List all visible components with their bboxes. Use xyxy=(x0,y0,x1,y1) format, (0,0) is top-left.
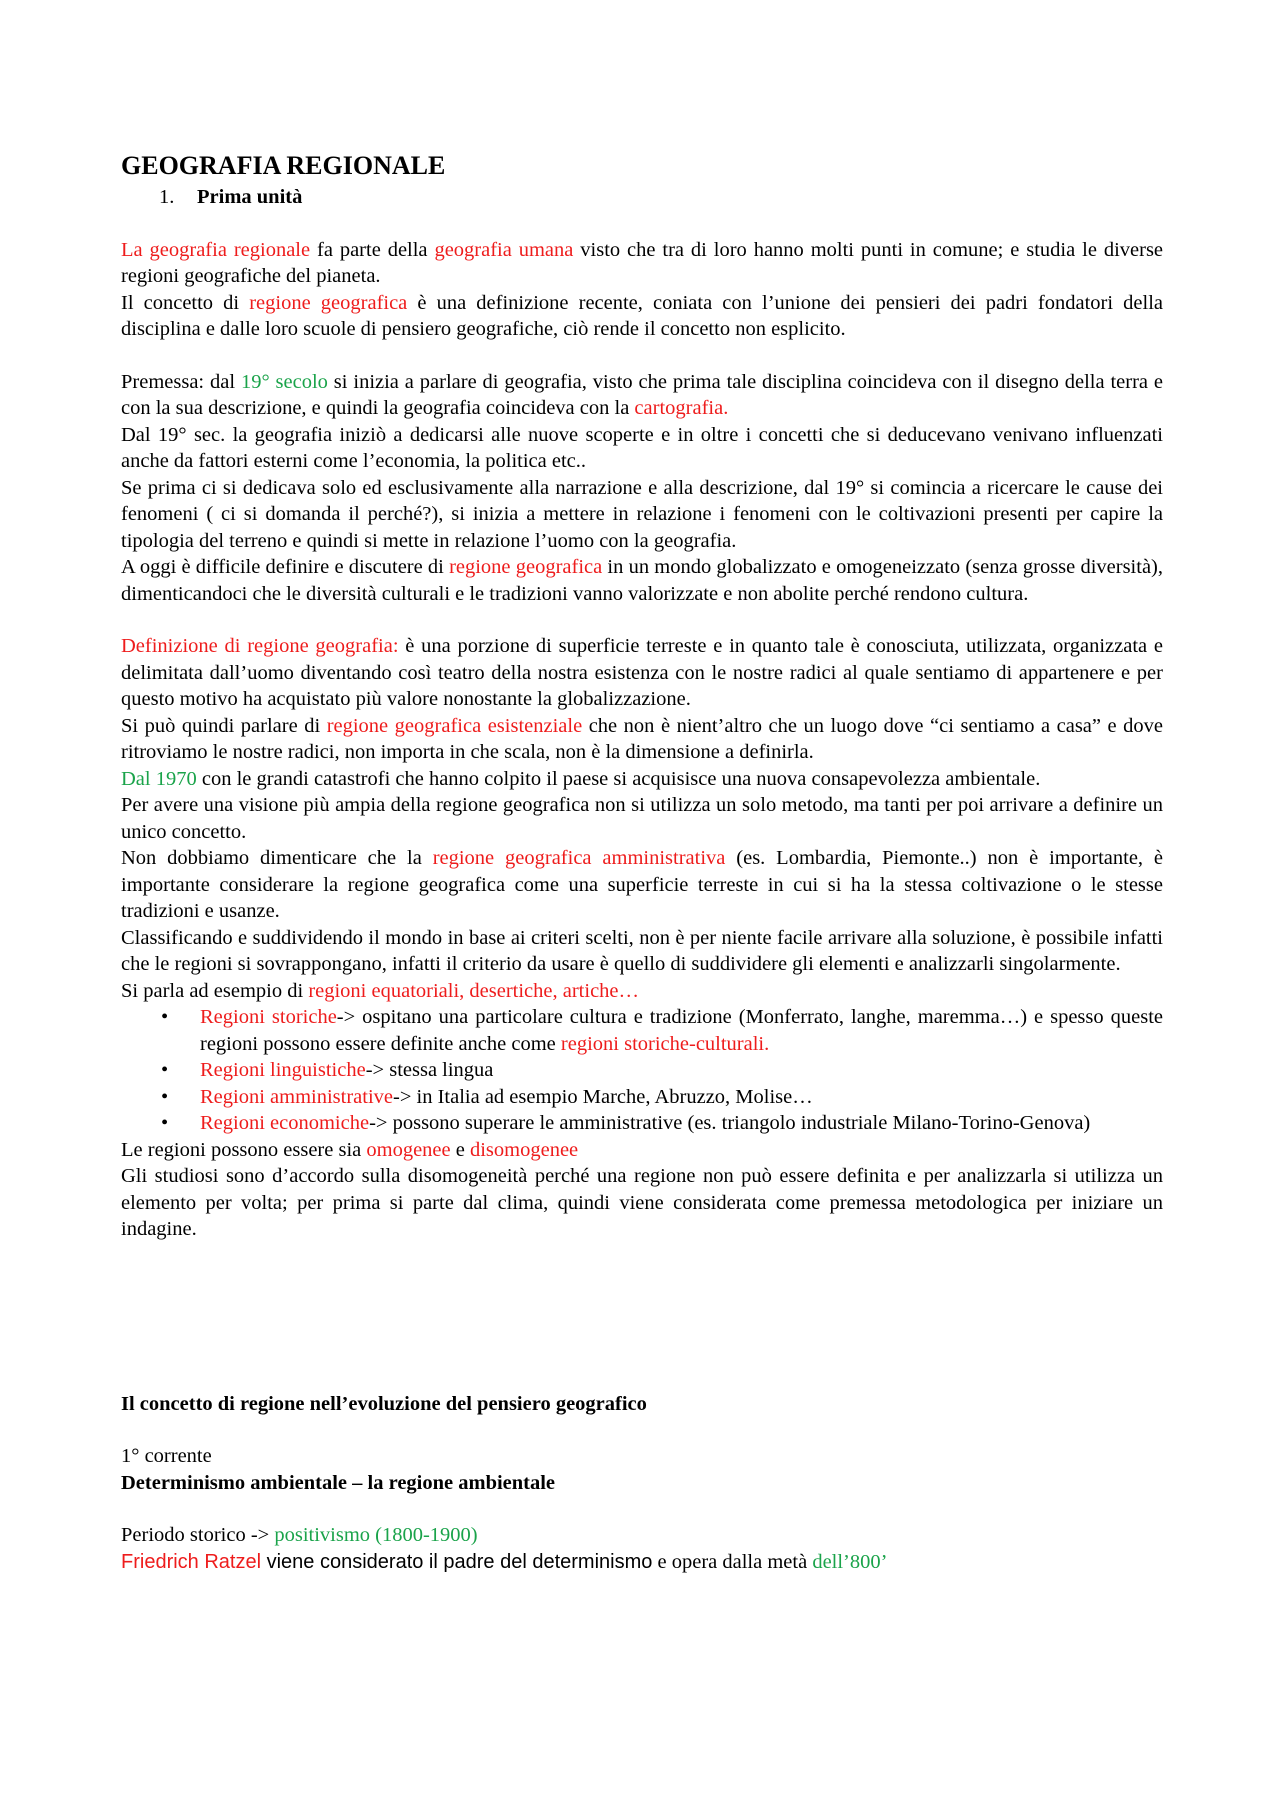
corrente-label: 1° corrente xyxy=(121,1445,212,1467)
list-item: • Regioni linguistiche-> stessa lingua xyxy=(121,1057,1163,1084)
date-19-secolo: 19° secolo xyxy=(240,370,328,393)
term-disomogenee: disomogenee xyxy=(469,1138,579,1161)
paragraph-7: Definizione di regione geografia: è una porzione di superficie terreste e in quanto tale è conosciuta, utilizzata, organizzata e delimitata dall’uomo diventando così teatro della nostra esistenza con le nostre radici al quale sentiamo di appartenere e per questo motivo ha acquistato più valore nonostante la globalizzazione. xyxy=(121,635,1163,710)
paragraph-6: A oggi è difficile definire e discutere di regione geografica in un mondo globalizzato e omogeneizzato (senza grosse diversità), dimenticandoci che le diversità culturali e le tradizioni vanno valorizzate e non abolite perché rendono cultura. xyxy=(121,556,1163,605)
term-regione-esistenziale: regione geografica esistenziale xyxy=(326,714,583,737)
paragraph-10: Per avere una visione più ampia della regione geografica non si utilizza un solo metodo, ma tanti per poi arrivare a definire un unico concetto. xyxy=(121,794,1163,843)
bullet-icon: • xyxy=(161,1006,169,1028)
term-cartografia: cartografia. xyxy=(634,397,729,419)
paragraph-11: Non dobbiamo dimenticare che la regione geografica amministrativa (es. Lombardia, Piemonte..) non è importante, è importante considerare la regione geografica come una superficie terreste in cui si ha la stessa coltivazione o le stesse tradizioni e usanze. xyxy=(121,847,1164,922)
paragraph-1: La geografia regionale fa parte della geografia umana visto che tra di loro hanno molti punti in comune; e studia le diverse regioni geografiche del pianeta. xyxy=(121,238,1164,287)
paragraph-12: Classificando e suddividendo il mondo in base ai criteri scelti, non è per niente facile arrivare alla soluzione, è possibile infatti che le regioni si sovrappongano, infatti il criterio da usare è quello di suddividere gli elementi e analizzarli singolarmente. xyxy=(121,926,1163,975)
unit-number: 1. xyxy=(159,186,175,208)
paragraph-14: Le regioni possono essere sia omogenee e disomogenee xyxy=(121,1138,579,1161)
date-800: dell’800’ xyxy=(812,1550,888,1573)
term-regione-amministrativa: regione geografica amministrativa xyxy=(432,847,726,869)
list-item: • Regioni storiche-> ospitano una particolare cultura e tradizione (Monferrato, langhe, maremma…) e spesso queste regioni possono essere definite anche come regioni storiche-culturali. xyxy=(161,1006,1163,1055)
paragraph-5: Se prima ci si dedicava solo ed esclusivamente alla narrazione e alla descrizione, dal 19° si comincia a ricercare le cause dei fenomeni ( ci si domanda il perché?), si inizia a mettere in relazione i fenomeni con le coltivazioni presenti per capire la tipologia del terreno e quindi si mette in relazione l’uomo con la geografia. xyxy=(121,476,1163,552)
term-omogenee: omogenee xyxy=(366,1138,451,1161)
page-title: GEOGRAFIA REGIONALE xyxy=(121,151,446,180)
term-geografia-umana: geografia umana xyxy=(434,238,574,261)
bullet-icon: • xyxy=(161,1059,169,1081)
paragraph-8: Si può quindi parlare di regione geografica esistenziale che non è nient’altro che un luogo dove “ci sentiamo a casa” e dove ritroviamo le nostre radici, non importa in che scala, non è la dimensione a definirla. xyxy=(121,714,1163,763)
term-geografia-regionale: La geografia regionale xyxy=(121,238,311,261)
unit-label: Prima unità xyxy=(197,186,303,208)
section-heading: Il concetto di regione nell’evoluzione del pensiero geografico xyxy=(121,1392,647,1415)
date-positivismo: positivismo (1800-1900) xyxy=(274,1524,478,1546)
person-ratzel: Friedrich Ratzel xyxy=(121,1550,262,1573)
regions-list xyxy=(121,1004,1163,1137)
paragraph-4: Dal 19° sec. la geografia iniziò a dedicarsi alle nuove scoperte e in oltre i concetti che si deducevano venivano influenzati anche da fattori esterni come l’economia, la politica etc.. xyxy=(121,423,1163,472)
term-regioni-esempi: regioni equatoriali, desertiche, artiche… xyxy=(308,979,640,1002)
bullet-icon: • xyxy=(161,1085,169,1108)
section-subheading: Determinismo ambientale – la regione ambientale xyxy=(121,1471,556,1494)
ratzel-line: Friedrich Ratzel viene considerato il padre del determinismo e opera dalla metà dell’800’ xyxy=(121,1550,888,1573)
paragraph-13: Si parla ad esempio di regioni equatoriali, desertiche, artiche… xyxy=(121,979,640,1002)
paragraph-9: Dal 1970 con le grandi catastrofi che hanno colpito il paese si acquisisce una nuova consapevolezza ambientale. xyxy=(121,767,1041,790)
periodo-line: Periodo storico -> positivismo (1800-1900) xyxy=(121,1524,478,1546)
unit-heading xyxy=(159,184,1163,211)
list-item: • Regioni economiche-> possono superare le amministrative (es. triangolo industriale Milano-Torino-Genova) xyxy=(121,1110,1163,1137)
document-body xyxy=(121,150,1163,1575)
term-regione-geografica: regione geografica xyxy=(449,556,603,578)
bullet-icon: • xyxy=(161,1112,169,1134)
term-definizione: Definizione di regione geografia: xyxy=(121,635,399,657)
paragraph-3: Premessa: dal 19° secolo si inizia a parlare di geografia, visto che prima tale disciplina coincideva con il disegno della terra e con la sua descrizione, e quindi la geografia coincideva con la cartografia. xyxy=(121,370,1164,419)
paragraph-15: Gli studiosi sono d’accordo sulla disomogeneità perché una regione non può essere definita e per analizzarla si utilizza un elemento per volta; per prima si parte dal clima, quindi viene considerata come premessa metodologica per iniziare un indagine. xyxy=(121,1165,1163,1240)
paragraph-2: Il concetto di regione geografica è una definizione recente, coniata con l’unione dei pensieri dei padri fondatori della disciplina e dalle loro scuole di pensiero geografiche, ciò rende il concetto non esplicito. xyxy=(121,291,1164,340)
term-regione-geografica: regione geografica xyxy=(249,291,408,314)
date-1970: Dal 1970 xyxy=(121,767,197,790)
list-item: • Regioni amministrative-> in Italia ad esempio Marche, Abruzzo, Molise… xyxy=(121,1084,1163,1111)
